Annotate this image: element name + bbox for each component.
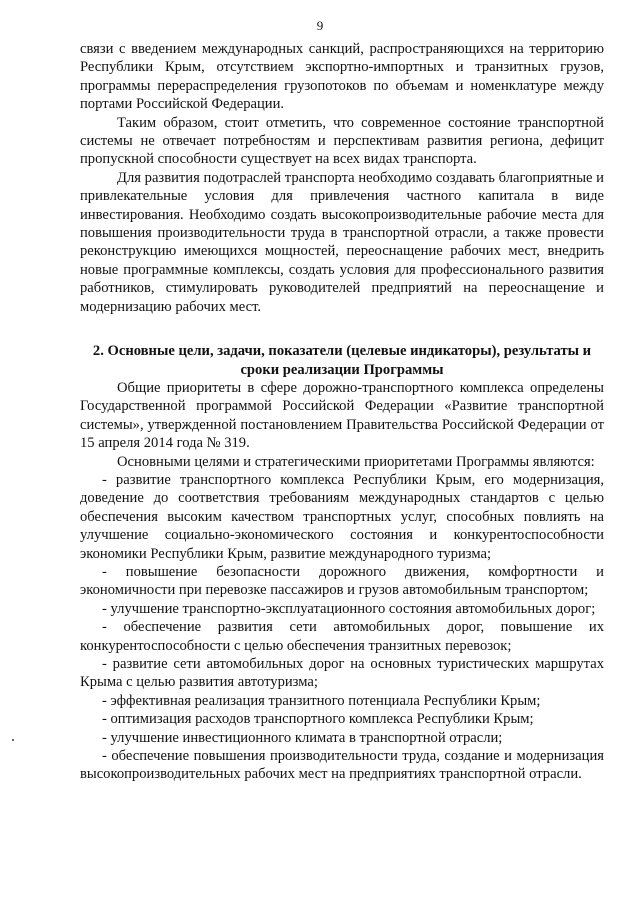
section-paragraph: Общие приоритеты в сфере дорожно-транспортного комплекса определены Государственной программой Российской Федерации «Развитие транспортной системы», утвержденной постановлением Правительства Российской Федерации от 15 апреля 2014 года № 319.: [80, 379, 604, 452]
goal-item: - повышение безопасности дорожного движения, комфортности и экономичности при перевозке пассажиров и грузов автомобильным транспортом;: [80, 563, 604, 599]
page-number: 9: [316, 18, 324, 33]
intro-paragraph: Таким образом, стоит отметить, что современное состояние транспортной системы не отвечает потребностям и перспективам развития региона, дефицит пропускной способности существует на всех видах транспорта.: [80, 114, 604, 168]
goal-item: - обеспечение развития сети автомобильных дорог, повышение их конкурентоспособности с целью обеспечения транзитных перевозок;: [80, 619, 604, 654]
goal-item: - развитие сети автомобильных дорог на основных туристических маршрутах Крыма с целью развития автотуризма;: [80, 656, 604, 691]
goals-list: [80, 471, 604, 784]
goal-item: - развитие транспортного комплекса Республики Крым, его модернизация, доведение до соответствия требованиям международных стандартов с целью обеспечения высоким качеством транспортных услуг, способных повлиять на улучшение социально-экономического состояния и конкурентоспособности экономики Республики Крым, развитие международного туризма;: [80, 471, 604, 562]
margin-mark: [12, 739, 14, 741]
section-paragraph: Основными целями и стратегическими приоритетами Программы являются:: [117, 453, 595, 470]
goal-item: - улучшение инвестиционного климата в транспортной отрасли;: [102, 729, 503, 746]
goal-item: - обеспечение повышения производительности труда, создание и модернизация высокопроизводительных рабочих мест на предприятиях транспортной отрасли.: [80, 748, 604, 783]
section-heading: 2. Основные цели, задачи, показатели (целевые индикаторы), результаты и сроки реализации Программы: [92, 343, 592, 378]
intro-paragraph: Для развития подотраслей транспорта необходимо создавать благоприятные и привлекательные условия для привлечения частного капитала в виде инвестирования. Необходимо создать высокопроизводительные рабочие места для повышения производительности труда в транспортной отрасли, а также провести реконструкцию имеющихся мощностей, переоснащение рабочих мест, внедрить новые программные комплексы, создать условия для профессионального развития работников, стимулировать руководителей предприятий на переоснащение и модернизацию рабочих мест.: [80, 169, 604, 315]
goal-item: - эффективная реализация транзитного потенциала Республики Крым;: [102, 692, 541, 709]
intro-paragraph-continued: связи с введением международных санкций, распространяющихся на территорию Республики Крым, отсутствием экспортно-импортных и транзитных грузов, программы перераспределения грузопотоков по объемам и номенклатуре между портами Российской Федерации.: [80, 41, 604, 113]
goal-item: - улучшение транспортно-эксплуатационного состояния автомобильных дорог;: [102, 600, 596, 617]
document-body: [80, 40, 604, 784]
goal-item: - оптимизация расходов транспортного комплекса Республики Крым;: [102, 711, 534, 728]
